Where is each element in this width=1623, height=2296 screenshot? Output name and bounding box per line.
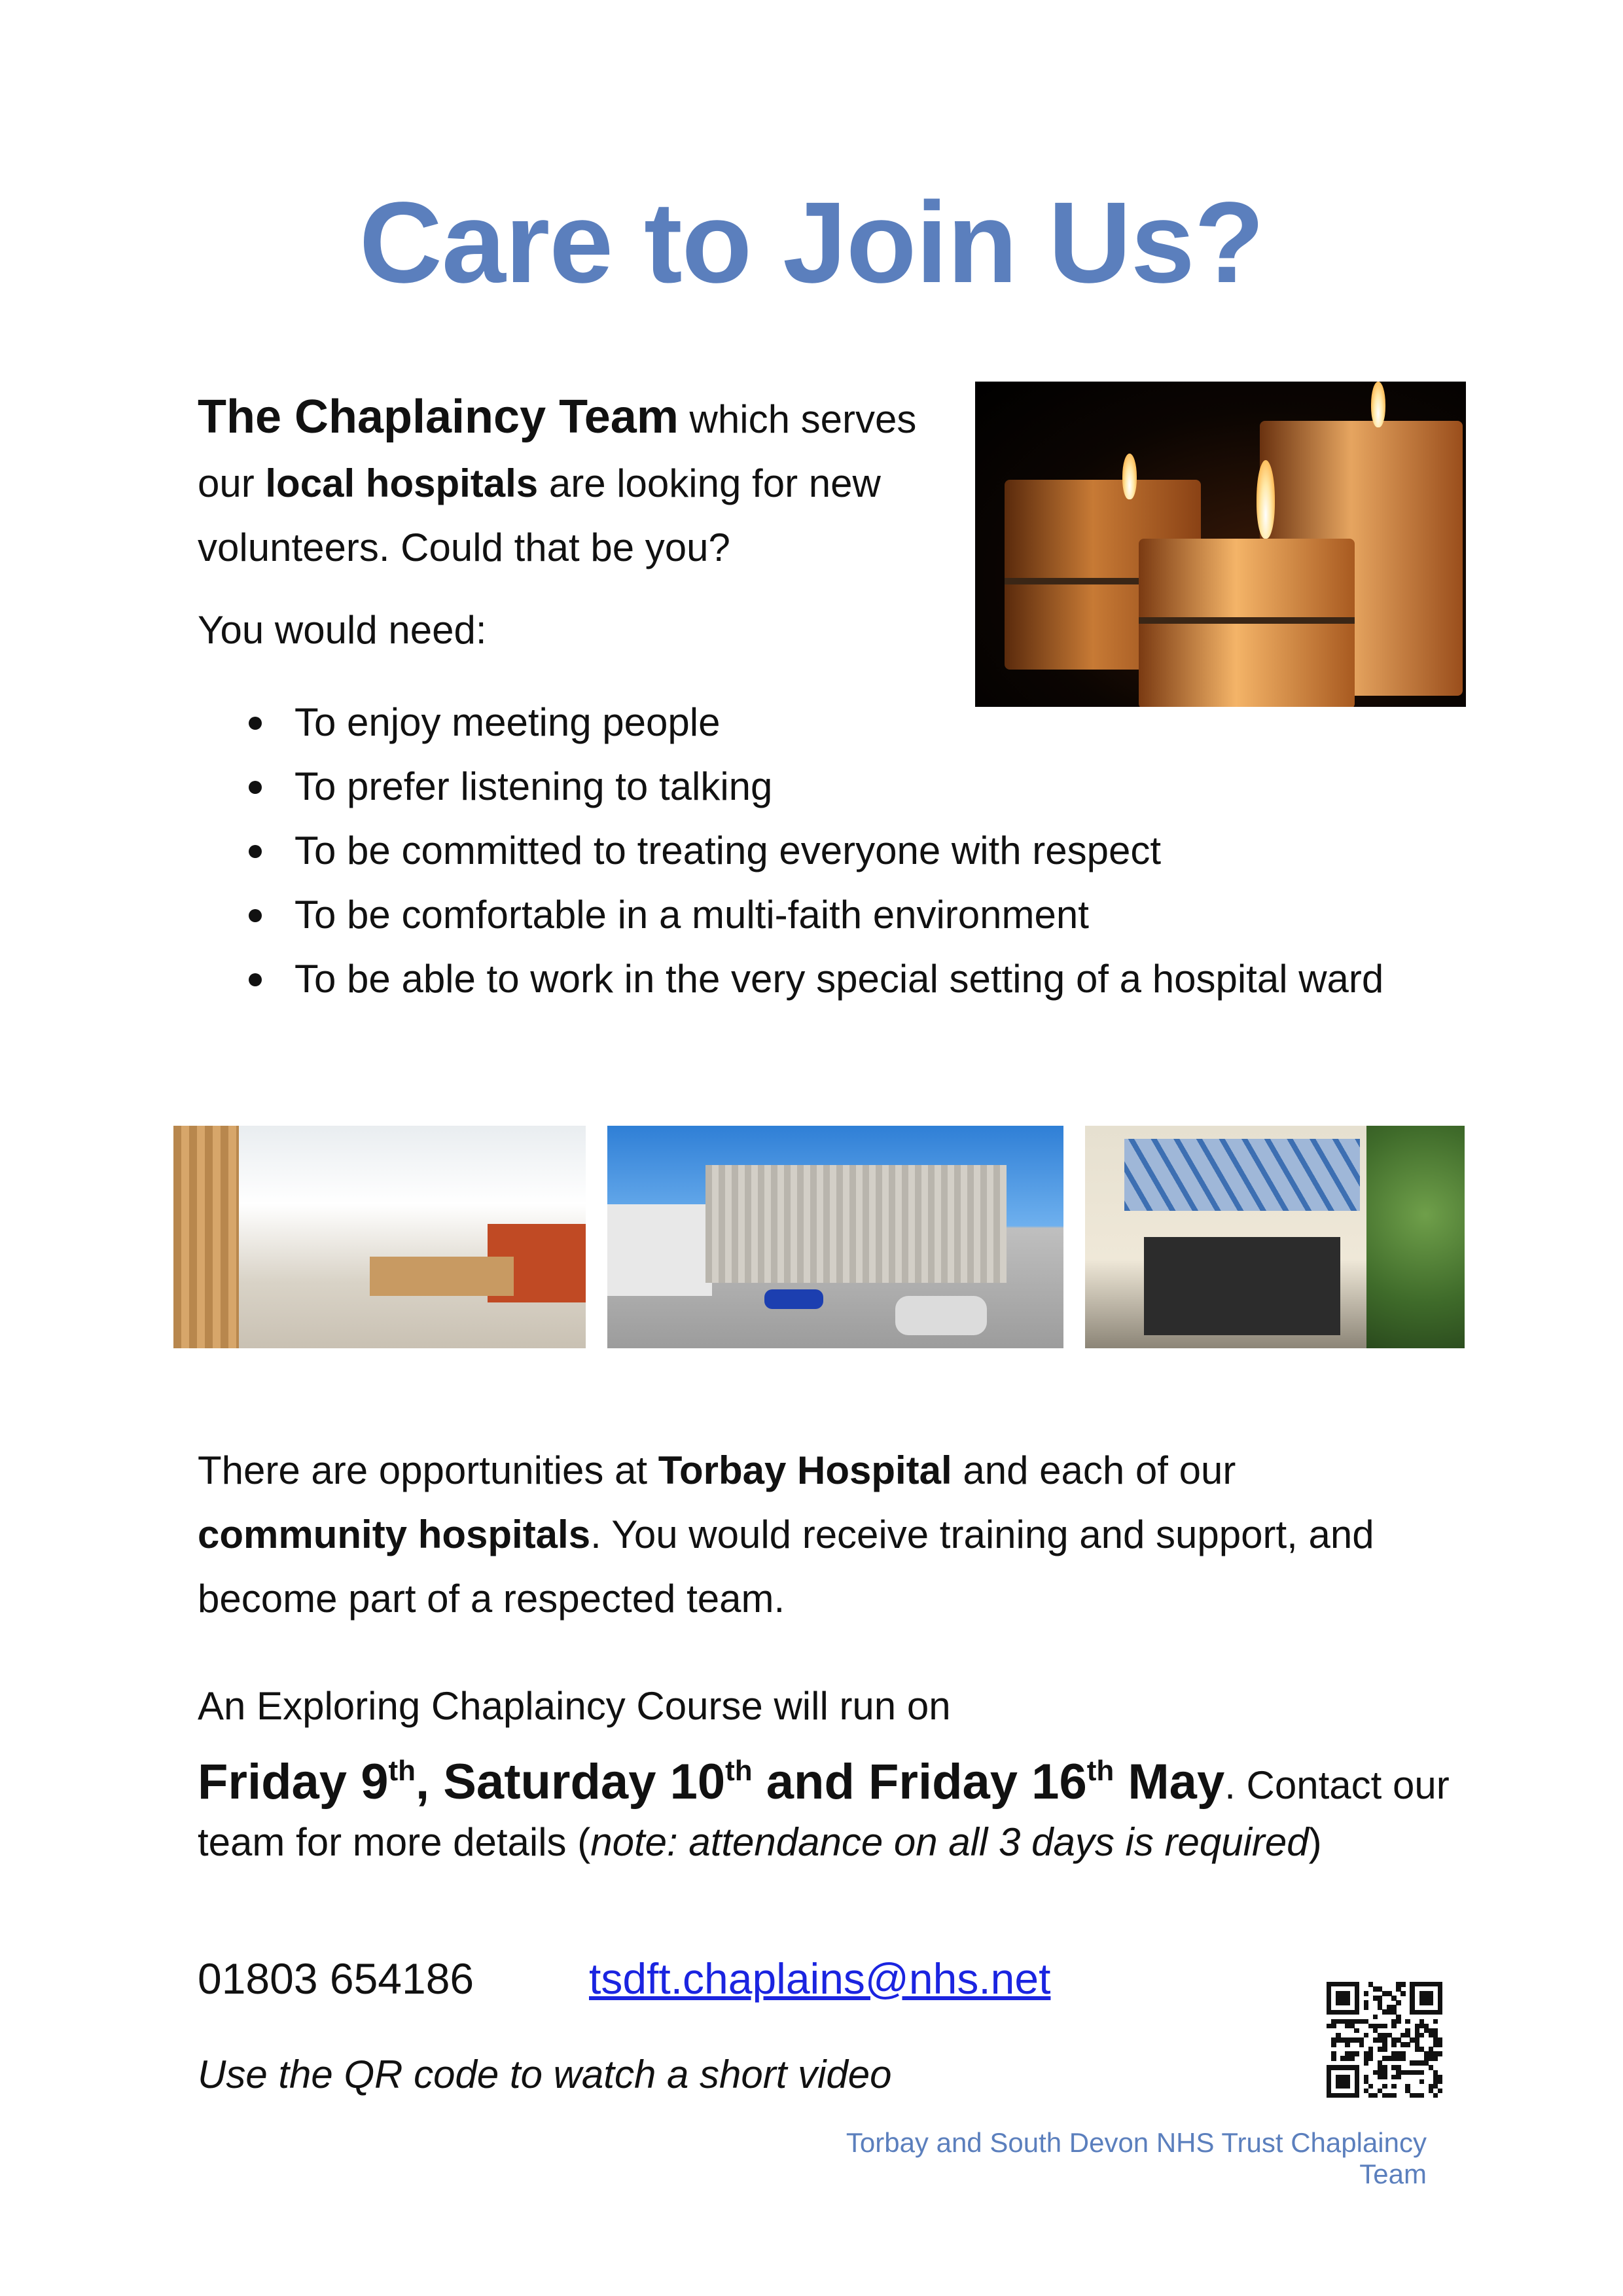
opp-pre: There are opportunities at: [198, 1448, 658, 1492]
opp-bold-community: community hospitals: [198, 1513, 591, 1556]
intro-line2-pre: our: [198, 461, 266, 505]
course-date-1: Friday 9th, Saturday 10th and Friday 16th May: [198, 1754, 1225, 1810]
course-intro: An Exploring Chaplaincy Course will run on: [198, 1684, 951, 1728]
opportunities-paragraph: [198, 1439, 1474, 1631]
intro-line3: volunteers. Could that be you?: [198, 526, 730, 569]
course-note: team for more details (note: attendance on all 3 days is required): [198, 1820, 1322, 1864]
list-item: To enjoy meeting people: [198, 691, 1383, 755]
intro-line2-post: are looking for new: [538, 461, 881, 505]
opp-post: . You would receive training and support, and: [590, 1513, 1374, 1556]
list-item: To be committed to treating everyone with respect: [198, 819, 1383, 883]
list-item: To be able to work in the very special setting of a hospital ward: [198, 947, 1383, 1011]
candles-photo: [975, 382, 1466, 707]
hospital-interior-photo: [173, 1126, 586, 1348]
footer-text: Torbay and South Devon NHS Trust Chaplaincy Team: [846, 2127, 1427, 2189]
intro-paragraph: [198, 385, 950, 580]
opp-mid: and each of our: [952, 1448, 1236, 1492]
qr-code[interactable]: [1327, 1982, 1442, 2098]
intro-lead-bold: The Chaplaincy Team: [198, 391, 679, 443]
email-link[interactable]: tsdft.chaplains@nhs.net: [589, 1954, 1051, 2003]
course-contact-text: . Contact our: [1224, 1763, 1450, 1807]
course-dates: [198, 1746, 1507, 1821]
opp-line3: become part of a respected team.: [198, 1577, 785, 1621]
need-label: You would need:: [198, 608, 487, 652]
qr-note: Use the QR code to watch a short video: [198, 2053, 892, 2096]
requirements-list: [198, 691, 1383, 1011]
community-hospital-entrance-photo: [1085, 1126, 1465, 1348]
opp-bold-torbay: Torbay Hospital: [658, 1448, 952, 1492]
intro-line2-bold: local hospitals: [265, 461, 539, 505]
torbay-hospital-photo: [607, 1126, 1063, 1348]
list-item: To prefer listening to talking: [198, 755, 1383, 819]
list-item: To be comfortable in a multi-faith environment: [198, 883, 1383, 947]
phone-number: 01803 654186: [198, 1954, 474, 2003]
page-title: Care to Join Us?: [359, 179, 1264, 307]
intro-lead-rest: which serves: [678, 397, 917, 441]
